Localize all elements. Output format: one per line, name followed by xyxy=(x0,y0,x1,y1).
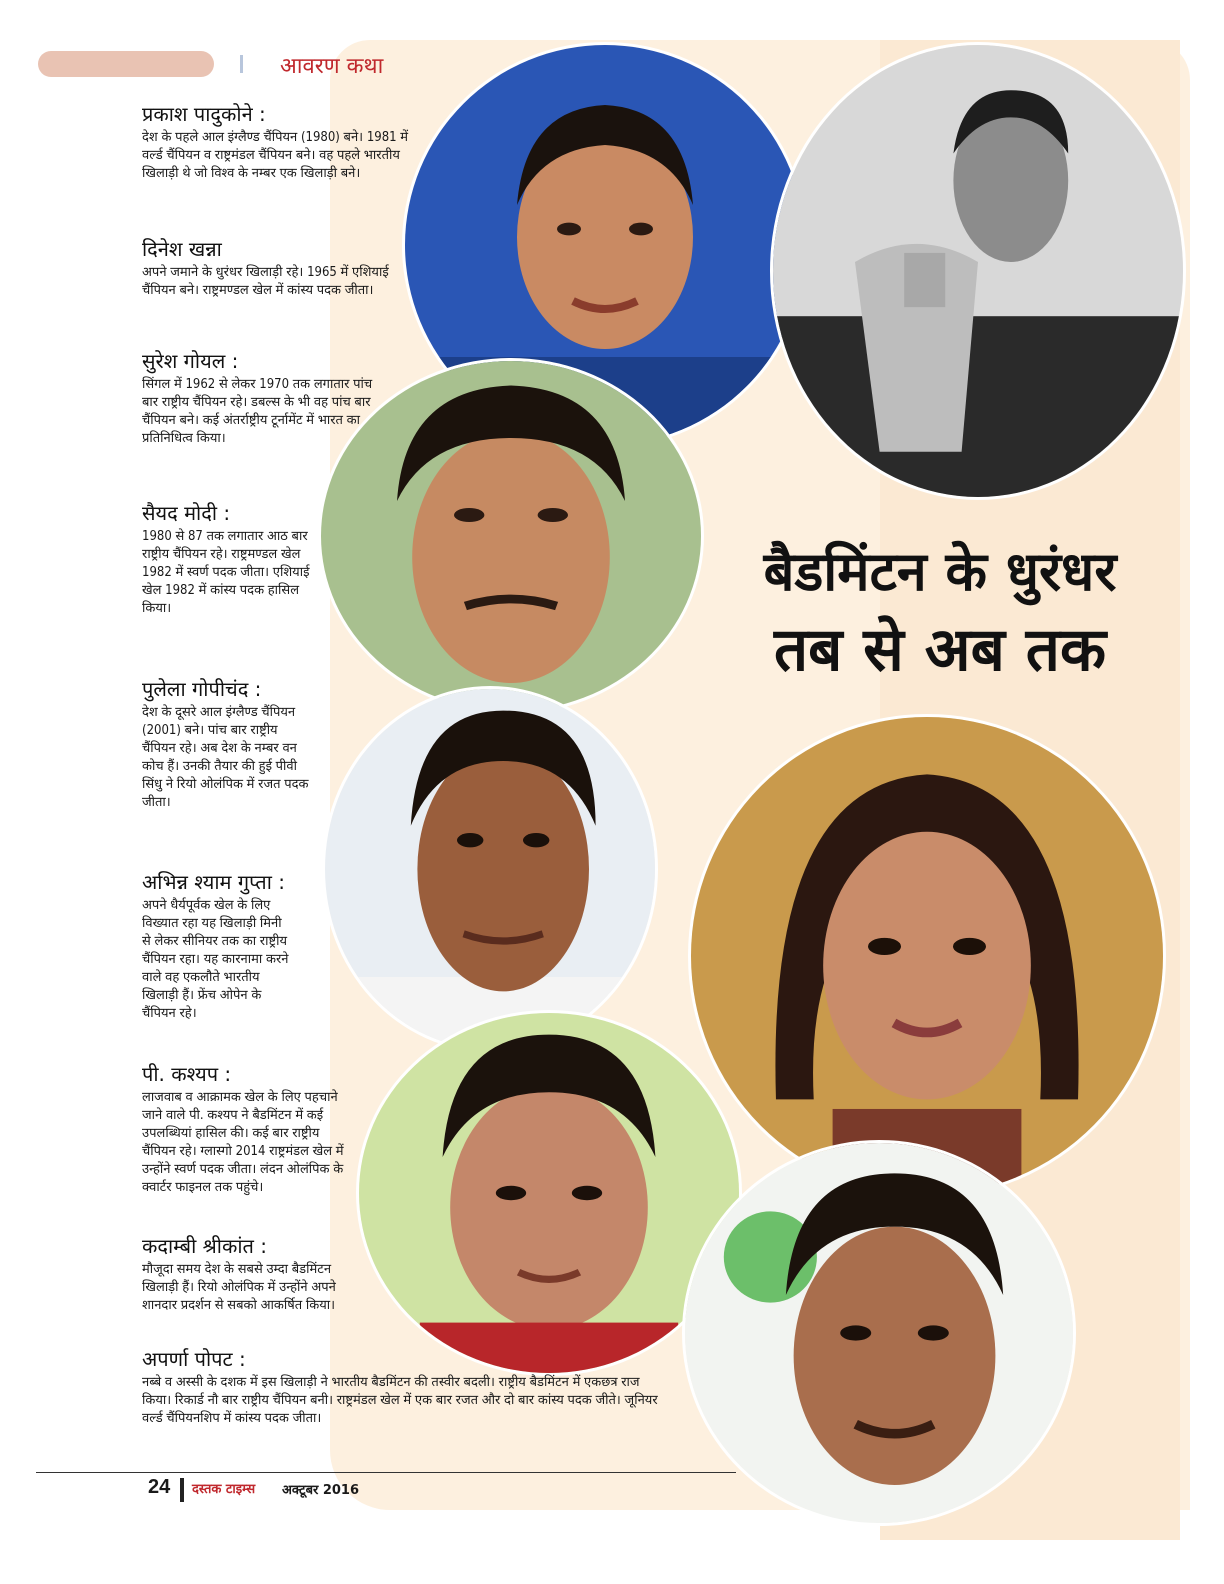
bio-name: प्रकाश पादुकोने : xyxy=(142,102,266,126)
footer-rule xyxy=(36,1472,736,1473)
bio-text: देश के दूसरे आल इंग्लैण्ड चैंपियन (2001) बने। पांच बार राष्ट्रीय चैंपियन रहे। अब देश के नम्बर वन कोच हैं। उनकी तैयार की हुई पीवी सिंधु ने रियो ओलंपिक में रजत पदक जीता। xyxy=(142,705,309,810)
bio-text: अपने धैर्यपूर्वक खेल के लिए विख्यात रहा यह खिलाड़ी मिनी से लेकर सीनियर तक का राष्ट्रीय चैंपियन रहा। यह कारनामा करने वाले वह एकलौते भारतीय खिलाड़ी हैं। फ्रेंच ओपेन के चैंपियन रहे। xyxy=(142,898,289,1021)
bio-name: अपर्णा पोपट : xyxy=(142,1347,246,1371)
headline-line-1: बैडमिंटन के धुरंधर xyxy=(763,540,1117,603)
photo-pullela-gopichand xyxy=(322,686,658,1052)
headline xyxy=(720,535,1160,691)
page-number: 24 xyxy=(148,1476,171,1498)
footer-separator xyxy=(180,1478,184,1502)
section-label: आवरण कथा xyxy=(280,54,384,79)
issue-date: अक्टूबर 2016 xyxy=(282,1483,360,1498)
bio-name: पी. कश्यप : xyxy=(142,1062,232,1086)
bio-p-kashyap xyxy=(142,1060,354,1197)
bio-prakash-padukone xyxy=(142,100,417,183)
bio-text: नब्बे व अस्सी के दशक में इस खिलाड़ी ने भारतीय बैडमिंटन की तस्वीर बदली। राष्ट्रीय बैडमिंटन में एकछत्र राज किया। रिकार्ड नौ बार राष्ट्रीय चैंपियन बनी। राष्ट्रमंडल खेल में एक बार रजत और दो बार कांस्य पदक जीते। जूनियर वर्ल्ड चैंपियनशिप में कांस्य पदक जीता। xyxy=(142,1375,658,1426)
bio-aparna-popat xyxy=(142,1345,662,1428)
magazine-name: दस्तक टाइम्स xyxy=(192,1482,256,1497)
bio-text: 1980 से 87 तक लगातार आठ बार राष्ट्रीय चैंपियन रहे। राष्ट्रमण्डल खेल 1982 में स्वर्ण पदक जीता। एशियाई खेल 1982 में कांस्य पदक हासिल किया। xyxy=(142,529,310,616)
header-pill xyxy=(38,51,214,77)
bio-dinesh-khanna xyxy=(142,235,394,300)
bio-pullela-gopichand xyxy=(142,675,310,812)
photo-kidambi-srikanth xyxy=(682,1140,1076,1526)
bio-syed-modi xyxy=(142,499,314,618)
bio-name: अभिन्न श्याम गुप्ता : xyxy=(142,870,285,894)
headline-line-2: तब से अब तक xyxy=(773,615,1107,685)
bio-kidambi-srikanth xyxy=(142,1232,354,1315)
bio-text: देश के पहले आल इंग्लैण्ड चैंपियन (1980) बने। 1981 में वर्ल्ड चैंपियन व राष्ट्रमंडल चैंपियन बने। वह पहले भारतीय खिलाड़ी थे जो विश्व के नम्बर एक खिलाड़ी बने। xyxy=(142,130,409,181)
photo-aparna-popat xyxy=(688,714,1166,1198)
header-separator xyxy=(240,55,243,73)
bio-text: मौजूदा समय देश के सबसे उम्दा बैडमिंटन खिलाड़ी हैं। रियो ओलंपिक में उन्होंने अपने शानदार प्रदर्शन से सबको आकर्षित किया। xyxy=(142,1262,336,1313)
bio-suresh-goyal xyxy=(142,347,390,448)
bio-abhinn-shyam-gupta xyxy=(142,868,290,1023)
bio-text: अपने जमाने के धुरंधर खिलाड़ी रहे। 1965 में एशियाई चैंपियन बने। राष्ट्रमण्डल खेल में कांस्य पदक जीता। xyxy=(142,265,389,298)
bio-name: सैयद मोदी : xyxy=(142,501,231,525)
bio-name: पुलेला गोपीचंद : xyxy=(142,677,262,701)
bio-text: लाजवाब व आक्रामक खेल के लिए पहचाने जाने वाले पी. कश्यप ने बैडमिंटन में कई उपलब्धियां हासिल की। कई बार राष्ट्रीय चैंपियन रहे। ग्लास्गो 2014 राष्ट्रमंडल खेल में उन्होंने स्वर्ण पदक जीता। लंदन ओलंपिक के क्वार्टर फाइनल तक पहुंचे। xyxy=(142,1090,344,1195)
bio-name: दिनेश खन्ना xyxy=(142,237,222,261)
photo-dinesh-khanna xyxy=(770,42,1186,500)
bio-text: सिंगल में 1962 से लेकर 1970 तक लगातार पांच बार राष्ट्रीय चैंपियन रहे। डबल्स के भी वह पांच बार चैंपियन बने। कई अंतर्राष्ट्रीय टूर्नामेंट में भारत का प्रतिनिधित्व किया। xyxy=(142,377,373,446)
bio-name: सुरेश गोयल : xyxy=(142,349,239,373)
bio-name: कदाम्बी श्रीकांत : xyxy=(142,1234,267,1258)
